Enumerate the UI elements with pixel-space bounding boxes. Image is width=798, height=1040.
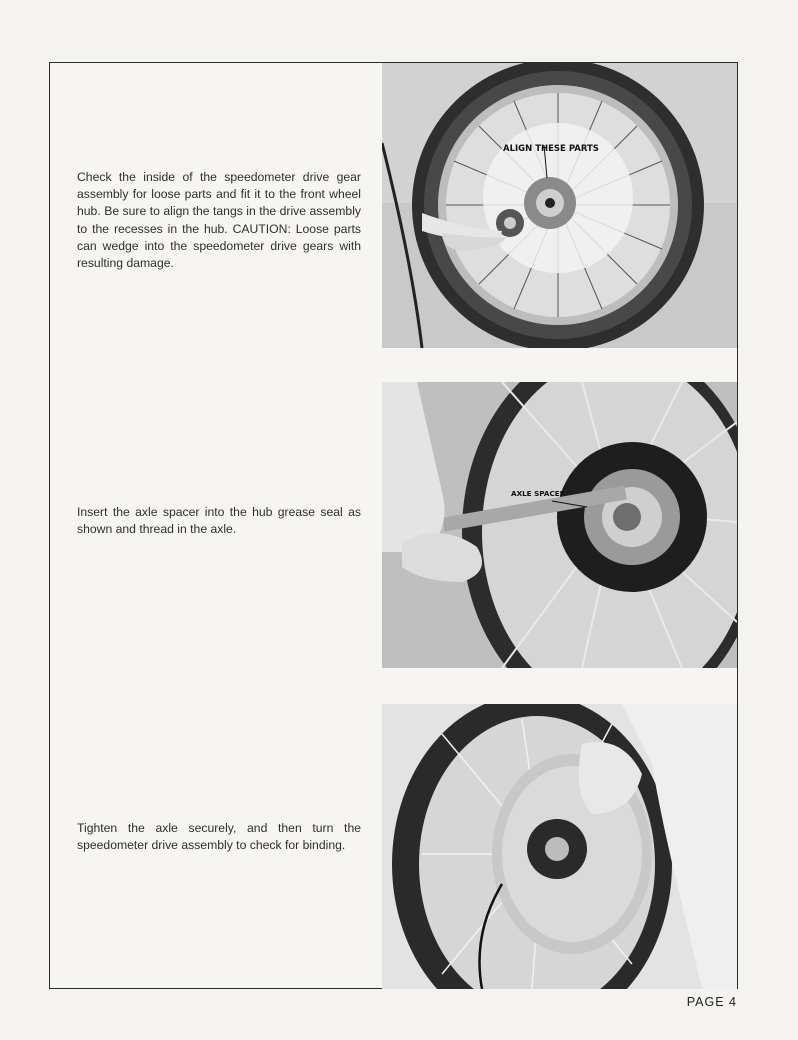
photo-axle-spacer [382, 382, 737, 668]
page-number: PAGE 4 [686, 995, 737, 1009]
tighten-axle-photo [382, 704, 737, 989]
photo-align-parts [382, 63, 737, 348]
axle-spacer-label: AXLE SPACER [511, 489, 566, 498]
align-parts-label: ALIGN THESE PARTS [503, 144, 599, 154]
front-wheel-speedometer-gear-photo [382, 63, 737, 348]
instruction-step-1: Check the inside of the speedometer drive gear assembly for loose parts and fit it to the front wheel hub. Be sure to align the tangs in the drive assembly to the recesses in the hub. CAUTION: Loose parts can wedge into the speedometer drive gears with resulting damage. [77, 170, 361, 271]
instruction-step-2: Insert the axle spacer into the hub grease seal as shown and thread in the axle. [77, 505, 361, 537]
axle-spacer-insertion-photo [382, 382, 737, 668]
photo-tighten-axle [382, 704, 737, 989]
instruction-step-3: Tighten the axle securely, and then turn the speedometer drive assembly to check for binding. [77, 821, 361, 853]
